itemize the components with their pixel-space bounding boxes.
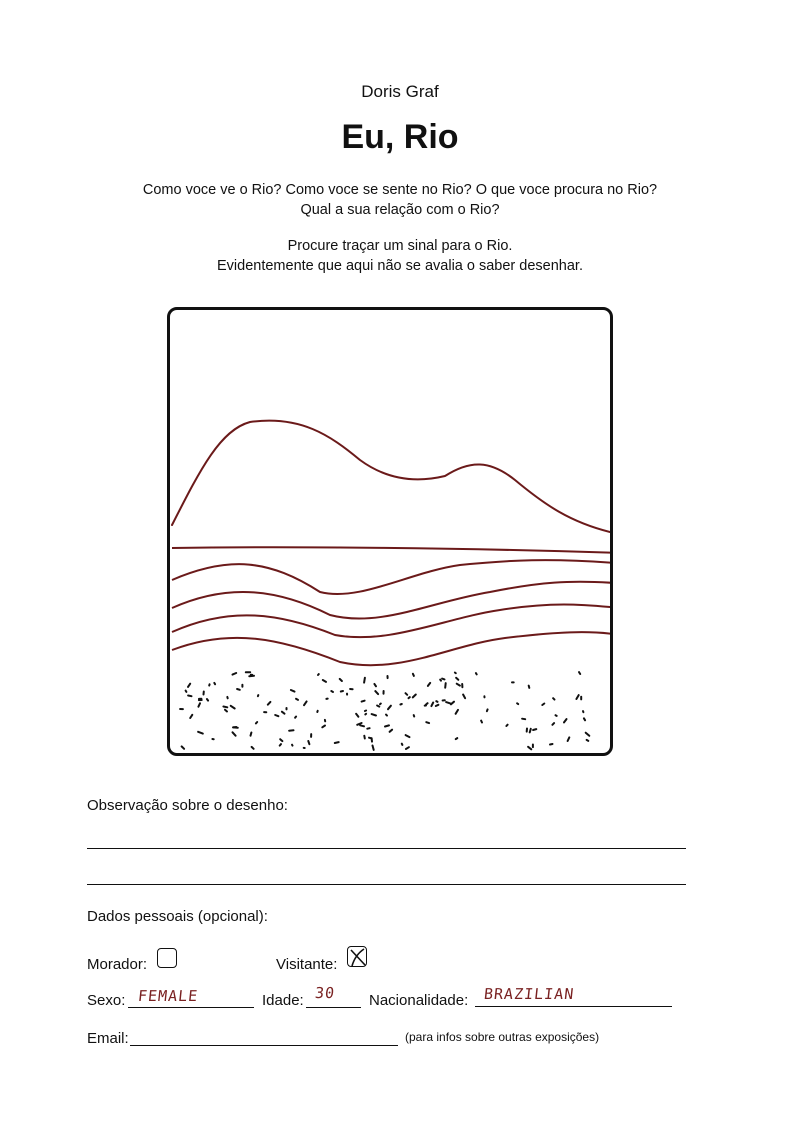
resident-label: Morador: (87, 956, 148, 973)
sand-dot (268, 702, 271, 705)
sand-dots (180, 672, 589, 750)
sand-dot (528, 747, 531, 750)
sand-dot (388, 706, 391, 710)
sand-dot (576, 695, 578, 699)
sand-dot (564, 719, 567, 722)
sand-dot (402, 744, 403, 745)
sand-dot (275, 715, 278, 716)
check-mark-icon (348, 947, 368, 968)
sand-dot (249, 676, 254, 677)
sand-dot (214, 683, 215, 684)
email-field[interactable] (130, 1045, 398, 1046)
sand-dot (406, 693, 408, 695)
sand-dot (533, 729, 536, 730)
question-line-2: Qual a sua relação com o Rio? (300, 202, 500, 218)
sand-dot (295, 717, 296, 718)
sand-dot (414, 715, 415, 716)
sand-dot (506, 725, 507, 726)
sand-dot (426, 722, 429, 723)
age-field[interactable] (306, 1007, 361, 1008)
rio-sketch (170, 310, 610, 753)
sand-dot (440, 680, 441, 681)
sand-dot (584, 718, 585, 720)
sand-dot (476, 673, 477, 674)
instruction-line-1: Procure traçar um sinal para o Rio. (287, 238, 513, 254)
sand-dot (186, 691, 187, 692)
sand-dot (340, 679, 342, 681)
sand-dot (331, 691, 333, 692)
sand-dot (280, 744, 281, 746)
sand-dot (587, 740, 589, 741)
sand-dot (542, 704, 544, 706)
sand-dot (364, 678, 365, 683)
sand-dot (426, 703, 428, 704)
observation-line-2[interactable] (87, 884, 686, 885)
email-label: Email: (87, 1030, 129, 1047)
visitor-label: Visitante: (276, 956, 338, 973)
sand-dot (529, 686, 530, 688)
sand-dot (252, 747, 254, 749)
sand-dot (553, 698, 554, 699)
sand-dot (522, 719, 525, 720)
sand-dot (356, 714, 358, 717)
author-name: Doris Graf (361, 82, 439, 101)
sand-dot (296, 699, 298, 700)
resident-checkbox[interactable] (157, 948, 177, 968)
sand-dot (256, 722, 257, 723)
sand-dot (436, 705, 439, 706)
sand-dot (586, 733, 590, 736)
sand-dot (386, 715, 387, 716)
sand-dot (308, 741, 309, 744)
sand-dot (198, 732, 203, 734)
nationality-field[interactable] (475, 1006, 672, 1007)
sand-dot (291, 690, 295, 692)
sand-dot (231, 706, 235, 709)
sand-dot (400, 704, 401, 705)
sand-dot (568, 737, 570, 741)
drawing-area[interactable] (167, 307, 613, 756)
wave-line-4 (172, 632, 610, 665)
sand-dot (481, 721, 482, 723)
sand-dot (251, 733, 252, 736)
sand-dot (436, 701, 437, 702)
sand-dot (380, 704, 381, 705)
sand-dot (223, 707, 227, 708)
sand-dot (413, 674, 414, 676)
sand-dot (406, 747, 409, 749)
sex-value: FEMALE (137, 987, 200, 1005)
sand-dot (374, 684, 376, 686)
sand-dot (373, 746, 374, 750)
mountain-outline (172, 421, 610, 532)
sand-dot (579, 672, 580, 674)
sand-dot (463, 695, 465, 699)
sand-dot (182, 746, 185, 748)
sand-dot (456, 738, 458, 739)
sand-dot (550, 744, 553, 745)
wave-line-3 (172, 605, 610, 638)
sand-dot (190, 715, 192, 718)
sand-dot (517, 703, 518, 704)
sand-dot (456, 678, 458, 680)
observation-line-1[interactable] (87, 848, 686, 849)
sand-dot (365, 711, 366, 712)
sand-dot (487, 709, 488, 711)
sand-dot (413, 695, 416, 698)
sand-dot (431, 703, 433, 707)
age-value: 30 (314, 984, 337, 1002)
sand-dot (364, 736, 365, 739)
sand-dot (377, 706, 379, 707)
sand-dot (362, 701, 365, 702)
horizon-line (172, 547, 610, 553)
sand-dot (556, 715, 557, 716)
sand-dot (530, 729, 531, 733)
sand-dot (552, 723, 554, 725)
age-label: Idade: (262, 992, 304, 1009)
sand-dot (367, 728, 369, 729)
observation-label: Observação sobre o desenho: (87, 797, 288, 814)
sand-dot (282, 712, 285, 714)
sand-dot (322, 726, 325, 728)
nationality-label: Nacionalidade: (369, 992, 469, 1009)
sex-label: Sexo: (87, 992, 126, 1009)
sand-dot (455, 673, 456, 674)
visitor-checkbox[interactable] (347, 946, 367, 967)
sand-dot (442, 679, 444, 680)
sand-dot (335, 742, 339, 743)
wave-line-2 (172, 582, 610, 619)
sand-dot (428, 683, 430, 686)
sand-dot (280, 739, 282, 741)
sand-dot (292, 745, 293, 746)
sand-dot (233, 673, 237, 675)
sand-dot (188, 696, 191, 697)
sand-dot (207, 699, 208, 701)
sand-dot (198, 703, 200, 706)
sand-dot (451, 702, 454, 705)
sand-dot (365, 714, 366, 715)
nationality-value: BRAZILIAN (483, 985, 576, 1003)
wave-line-1 (172, 560, 610, 594)
sand-dot (445, 683, 446, 688)
sex-field[interactable] (128, 1007, 254, 1008)
sand-dot (225, 710, 227, 712)
sand-dot (446, 702, 450, 703)
sand-dot (341, 691, 343, 692)
sand-dot (457, 684, 460, 686)
email-note: (para infos sobre outras exposições) (405, 1030, 600, 1044)
sand-dot (318, 674, 319, 675)
sand-dot (369, 738, 372, 739)
sand-dot (385, 725, 389, 726)
sand-dot (372, 714, 376, 715)
question-line-1: Como voce ve o Rio? Como voce se sente no Rio? O que voce procura no Rio? (142, 182, 658, 198)
sand-dot (456, 710, 458, 714)
sand-dot (233, 732, 236, 735)
sand-dot (188, 684, 190, 687)
sand-dot (406, 735, 410, 737)
sand-dot (390, 730, 393, 732)
sand-dot (304, 701, 307, 705)
instruction-line-2: Evidentemente que aqui não se avalia o saber desenhar. (217, 258, 583, 274)
sand-dot (237, 689, 240, 690)
sand-dot (323, 680, 326, 682)
sand-dot (409, 697, 410, 698)
sand-dot (360, 725, 364, 726)
sand-dot (375, 691, 378, 694)
personal-data-label: Dados pessoais (opcional): (87, 908, 268, 925)
page-title: Eu, Rio (341, 118, 459, 156)
